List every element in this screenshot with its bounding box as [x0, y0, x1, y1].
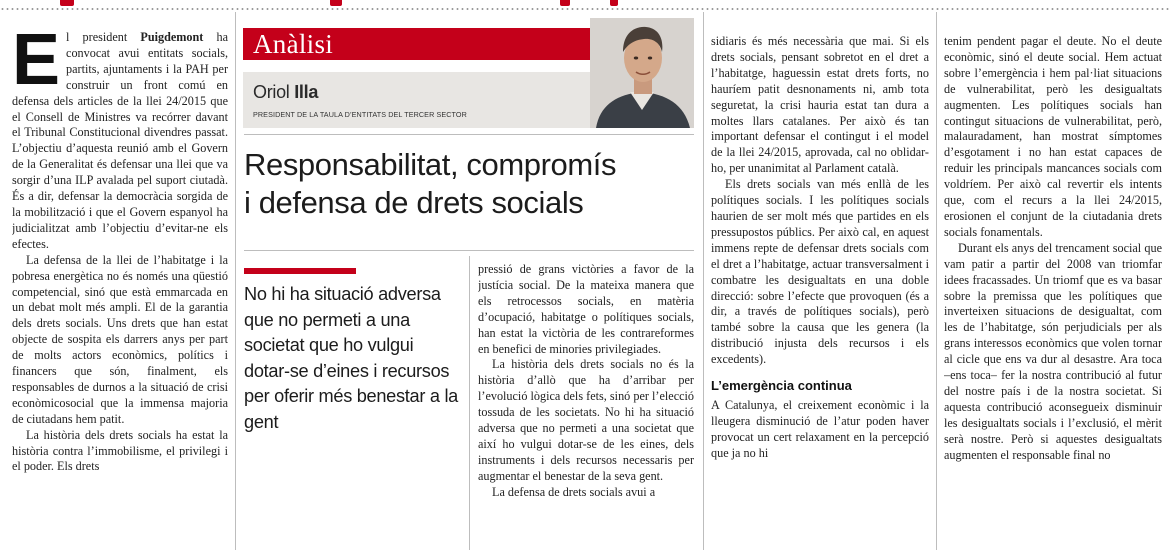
column-rule [936, 12, 937, 550]
paragraph: pressió de grans victòries a favor de la justícia social. De la mateixa manera que els retrocessos socials, en matèria d’ocupació, habitatge o polítiques socials, han estat la victòria de les contrareformes en benefici de minories privilegiades. [478, 262, 694, 356]
pull-quote-bar [244, 268, 356, 274]
paragraph: La història dels drets socials no és la història d’allò que ha d’arribar per l’evolució lògica dels fets, sinó per l’elecció tossuda de les societats. No hi ha situació adversa que no permeti a una societat que així ho vulgui dotar-se de les eines, dels instruments i dels recursos necessaris per augmentar el benestar de la seva gent. [478, 357, 694, 483]
section-label: Anàlisi [253, 29, 334, 59]
column-rule [235, 12, 236, 550]
paragraph: Els drets socials van més enllà de les polítiques socials. I les polítiques socials haurien de ser molt més que partides en els pressupostos públics. Per això cal, en aquest immens repte de defensar drets socials com el dret a l’habitatge, actuar transversalment i combatre les desigualtats en una doble direcció: sobre l’efecte que provoquen (és a dir, a través de polítiques socials), però també sobre la causa que les genera (la distribució injusta dels recursos i els excedents). [711, 177, 929, 367]
author-portrait [590, 18, 694, 128]
divider [244, 134, 694, 135]
article-column-1 [12, 30, 228, 550]
paragraph: tenim pendent pagar el deute. No el deute econòmic, sinó el deute social. Hem actuat sobre l’emergència i hem pal·liat situacions de vulnerabilitat, però les desigualtats augmenten. Les polítiques socials han contingut situacions de vulnerabilitat, però, malauradament, han mostrat símptomes d’esgotament i no han estat capaces de reduir les principals mancances socials com voldríem. Per això cal revertir els intents que, com el recurs a la llei 24/2015, erosionen el conjunt de la ciutadania drets socials fonamentals. [944, 34, 1162, 239]
paragraph: Durant els anys del trencament social que vam patir a partir del 2008 van triomfar idees fracassades. Un triomf que es va basar sobre la premissa que les polítiques que inverteixen situacions de desigualtat, com les de l’habitatge, són perjudicials per als grans interessos econòmics que volen tornar al cicle que ens va dur al desastre. Ara toca –ens toca– fer la nostra contribució al futur del nostre país i de la nostra societat. Si aquesta contribució aconsegueix disminuir les desigualtats socials i l’exclusió, el mèrit serà nostre. Però si aquestes desigualtats augmenten el responsable final no [944, 240, 1162, 462]
article-headline: Responsabilitat, compromís i defensa de drets socials [244, 147, 617, 220]
paragraph: La defensa de drets socials avui a [492, 484, 656, 499]
paragraph: La història dels drets socials ha estat la història contra l’immobilisme, el privilegi i el poder. Els drets [12, 427, 228, 474]
column-rule [703, 12, 704, 550]
portrait-icon [590, 18, 694, 128]
column-rule [469, 256, 470, 550]
article-column-2 [478, 262, 694, 550]
subheading: L’emergència continua [711, 378, 852, 394]
author-name: Oriol Illa [253, 82, 319, 102]
paragraph: La defensa de la llei de l’habitatge i la pobresa energètica no és només una qüestió competencial, sinó que està emmarcada en un debat molt més ampli. El de la garantia dels drets socials. Uns drets que han estat objecte de sospita els darrers anys per part de molts actors econòmics, polítics i financers que són, finalment, els responsables de durnos a la situació de crisi econòmicosocial que la immensa majoria de ciutadans hem patit. [12, 252, 228, 426]
lead-paragraph: El president Puigdemont ha convocat avui entitats socials, partits, ajuntaments i la PAH per construir un front comú en defensa dels articles de la llei 24/2015 que el Consell de Ministres va recórrer davant el Tribunal Constitucional divendres passat. L’objectiu d’aquesta reunió amb el Govern de la Generalitat és defensar una llei que va sorgir d’una ILP avalada pel suport ciutadà. És a dir, defensar la democràcia sorgida de la mobilització i que el Govern espanyol ha judicialitzat amb l’objectiu d’evitar-ne els efectes. [12, 30, 228, 251]
paragraph: sidiaris és més necessària que mai. Si els drets socials, pensant sobretot en el dret a l’habitatge, haguessin estat drets forts, no hauríem patit desnonaments ni, amb tota seguretat, la crisi hauria estat tan dura a moltes llars catalanes. Per això és tan important defensar el contingut i el model de la llei 24/2015, aprovada, cal no oblidar-ho, per unanimitat al Parlament català. [711, 34, 929, 176]
author-role: PRESIDENT DE LA TAULA D’ENTITATS DEL TERCER SECTOR [253, 110, 467, 119]
article-column-4 [944, 34, 1162, 550]
pull-quote: No hi ha situació adversa que no permeti a una societat que ho vulgui dotar-se d’eines i recursos per oferir més benestar a la gent [244, 284, 458, 432]
paragraph: A Catalunya, el creixement econòmic i la lleugera disminució de l’atur poden haver provocat un cert relaxament en la percepció que ja no hi [711, 397, 929, 460]
article-column-3 [711, 34, 929, 550]
drop-cap: E [12, 30, 61, 100]
dotted-divider [0, 8, 1170, 10]
divider [244, 250, 694, 251]
